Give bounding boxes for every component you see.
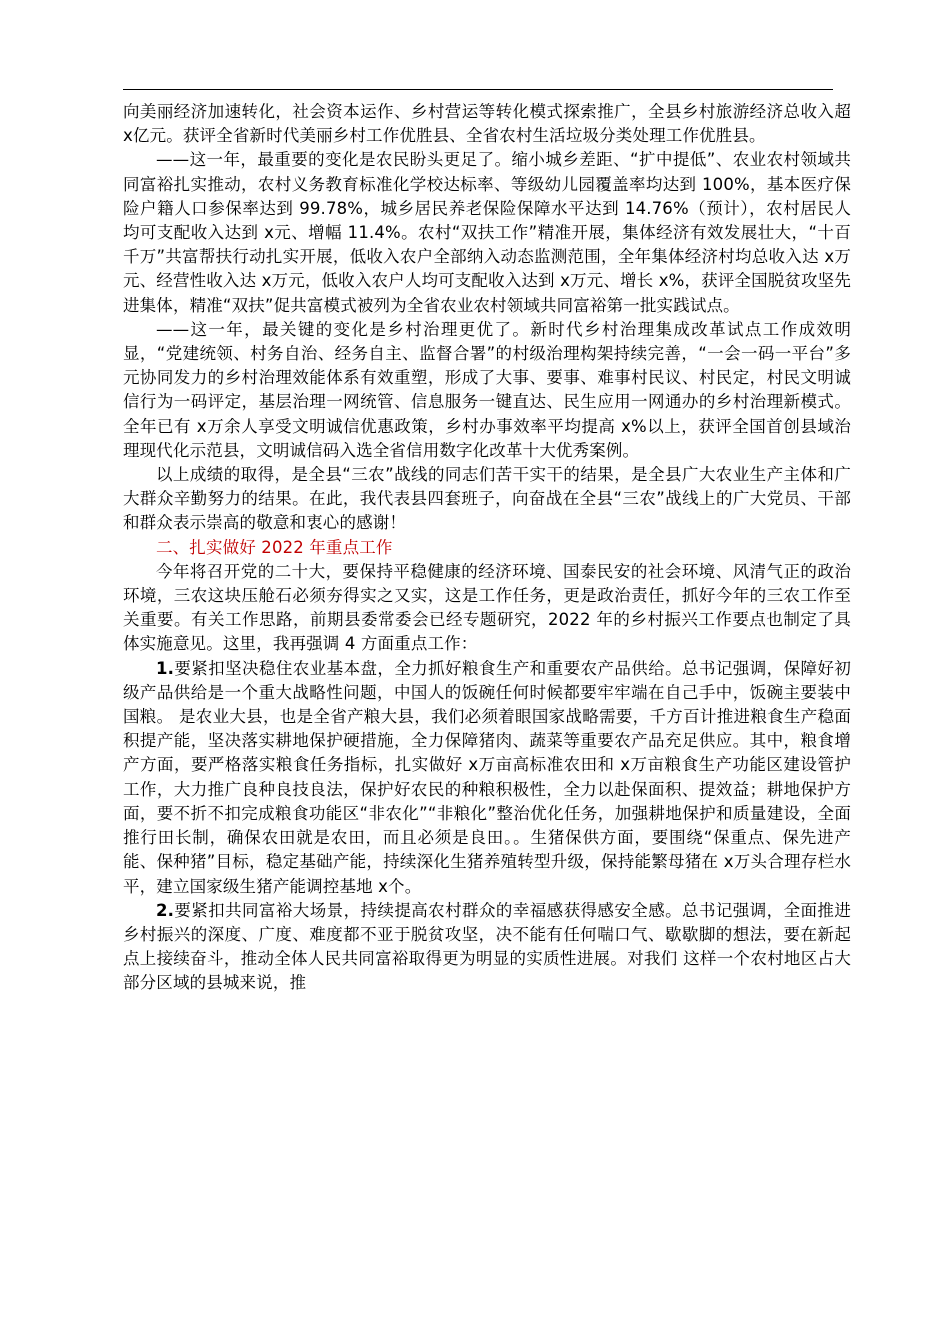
paragraph: ——这一年，最重要的变化是农民盼头更足了。缩小城乡差距、“扩中提低”、农业农村领域共同富裕扎实推动，农村义务教育标准化学校达标率、等级幼儿园覆盖率均达到 100%，基本医疗保险户籍人口参保率达到 99.78%，城乡居民养老保险保障水平达到 14.76%（预计），农村居民人均可支配收入达到 x元、增幅 11.4%。农村“双扶工作”精准开展，集体经济有效发展壮大，“十百千万”共富帮扶行动扎实开展，低收入农户全部纳入动态监测范围，全年集体经济村均总收入达 x万元、经营性收入达 x万元，低收入农户人均可支配收入达到 x万元、增长 x%，获评全国脱贫攻坚先进集体，精准“双扶”促共富模式被列为全省农业农村领域共同富裕第一批实践试点。 [123,150,851,315]
paragraph: 今年将召开党的二十大，要保持平稳健康的经济环境、国泰民安的社会环境、风清气正的政治环境，三农这块压舱石必须夯得实之又实，这是工作任务，更是政治责任，抓好今年的三农工作至关重要。有关工作思路，前期县委常委会已经专题研究，2022 年的乡村振兴工作要点也制定了具体实施意见。这里，我再强调 4 方面重点工作： [123,561,851,654]
section-heading: 二、扎实做好 2022 年重点工作 [156,537,393,557]
list-item-number: 1. [156,658,175,678]
list-item-2 [123,899,851,996]
list-item-number: 2. [156,900,175,920]
list-item-text: 要紧扣坚决稳住农业基本盘，全力抓好粮食生产和重要农产品供给。总书记强调，保障好初级产品供给是一个重大战略性问题，中国人的饭碗任何时候都要牢牢端在自己手中，饭碗主要装中国粮。 是农业大县，也是全省产粮大县，我们必须着眼国家战略需要，千方百计推进粮食生产稳面积提产能，坚决落实耕地保护硬措施，全力保障猪肉、蔬菜等重要农产品充足供应。其中，粮食增产方面，要严格落实粮食任务指标，扎实做好 x万亩高标准农田和 x万亩粮食生产功能区建设管护工作，大力推广良种良技良法，保护好农民的种粮积极性，全力以赴保面积、提效益；耕地保护方面，要不折不扣完成粮食功能区“非农化”“非粮化”整治优化任务，加强耕地保护和质量建设，全面推行田长制，确保农田就是农田，而且必须是良田。。生猪保供方面，要围绕“保重点、保先进产能、保种猪”目标，稳定基础产能，持续深化生猪养殖转型升级，保持能繁母猪在 x万头合理存栏水平，建立国家级生猪产能调控基地 x个。 [123,658,851,896]
list-item-1 [123,657,851,899]
list-item-text: 要紧扣共同富裕大场景，持续提高农村群众的幸福感获得感安全感。总书记强调，全面推进乡村振兴的深度、广度、难度都不亚于脱贫攻坚，决不能有任何喘口气、歇歇脚的想法，要在新起点上接续奋斗，推动全体人民共同富裕取得更为明显的实质性进展。对我们 这样一个农村地区占大部分区域的县城来说，推 [123,900,851,993]
paragraph: ——这一年，最关键的变化是乡村治理更优了。新时代乡村治理集成改革试点工作成效明显，“党建统领、村务自治、经务自主、监督合署”的村级治理构架持续完善，“一会一码一平台”多元协同发力的乡村治理效能体系有效重塑，形成了大事、要事、难事村民议、村民定，村民文明诚信行为一码评定，基层治理一网统管、信息服务一键直达、民生应用一网通办的乡村治理新模式。全年已有 x万余人享受文明诚信优惠政策，乡村办事效率平均提高 x%以上，获评全国首创县域治理现代化示范县，文明诚信码入选全省信用数字化改革十大优秀案例。 [123,319,851,460]
body-text [123,100,851,996]
paragraph: 以上成绩的取得，是全县“三农”战线的同志们苦干实干的结果，是全县广大农业生产主体和广大群众辛勤努力的结果。在此，我代表县四套班子，向奋战在全县“三农”战线上的广大党员、干部和群众表示崇高的敬意和衷心的感谢！ [123,465,851,533]
paragraph: 向美丽经济加速转化，社会资本运作、乡村营运等转化模式探索推广，全县乡村旅游经济总收入超 x亿元。获评全省新时代美丽乡村工作优胜县、全省农村生活垃圾分类处理工作优胜县。 [123,102,851,146]
header-rule [123,89,833,90]
